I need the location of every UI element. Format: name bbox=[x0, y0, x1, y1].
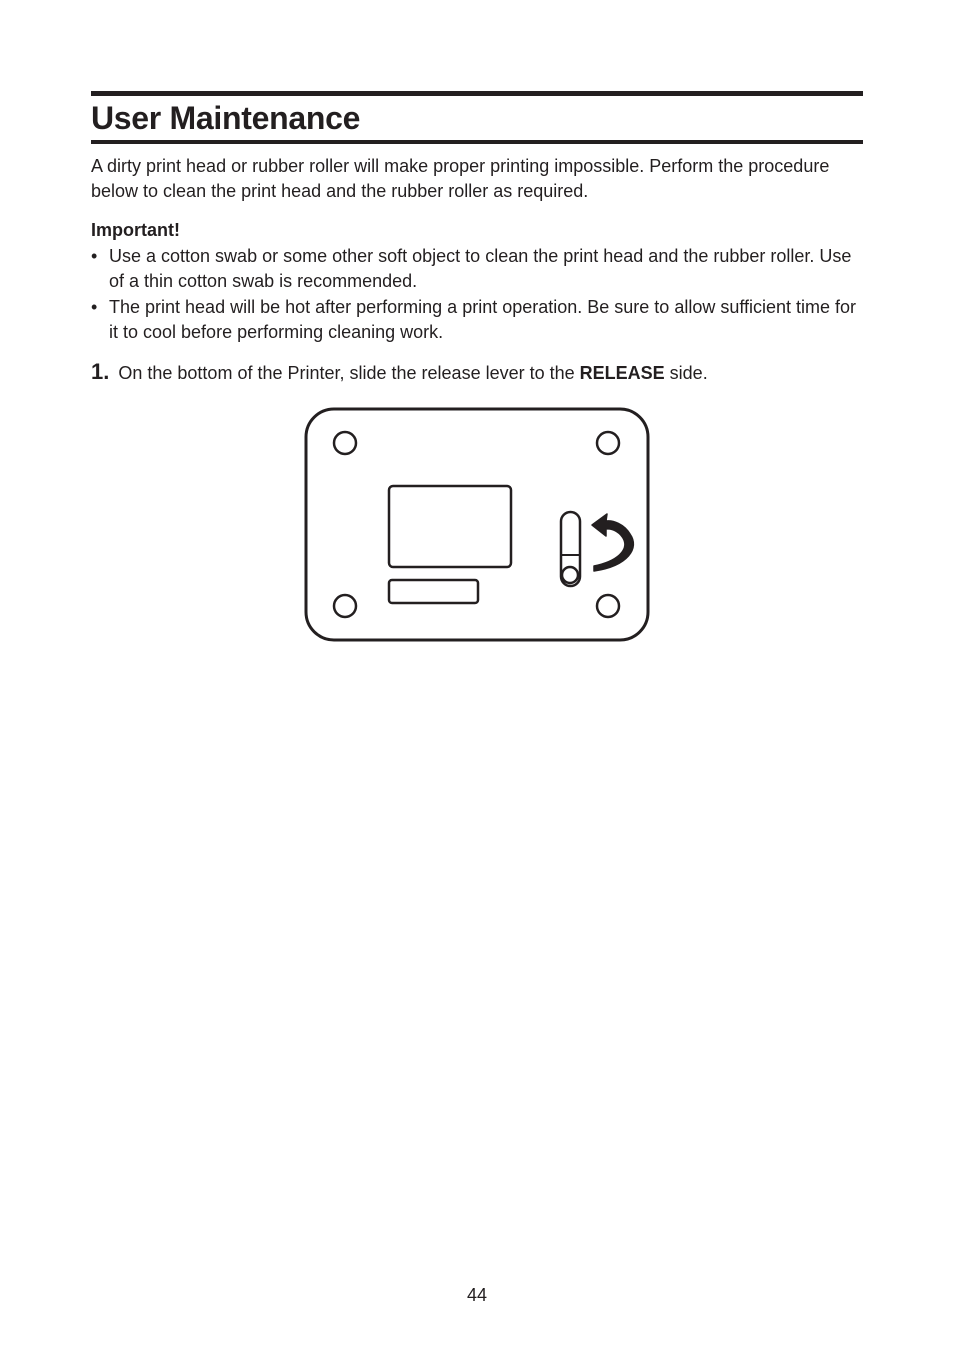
title-rule-top bbox=[91, 91, 863, 96]
important-heading: Important! bbox=[91, 220, 180, 240]
screw-hole-bottom-left bbox=[334, 595, 356, 617]
step-text-after: side. bbox=[664, 363, 708, 383]
important-list bbox=[91, 244, 863, 346]
page-number: 44 bbox=[466, 1285, 488, 1305]
bullet-icon: • bbox=[91, 246, 98, 266]
curved-arrow-icon bbox=[592, 514, 633, 571]
battery-cover bbox=[389, 486, 511, 567]
list-item-text: The print head will be hot after performing a print operation. Be sure to allow sufficient time for it to cool before performing cleaning work. bbox=[109, 297, 857, 342]
screw-hole-top-right bbox=[597, 432, 619, 454]
screw-hole-bottom-right bbox=[597, 595, 619, 617]
label-slot bbox=[389, 580, 478, 603]
release-lever-knob bbox=[562, 567, 578, 583]
bullet-icon: • bbox=[91, 297, 98, 317]
step-text-bold: RELEASE bbox=[579, 363, 665, 383]
title-rule-bottom bbox=[91, 140, 863, 144]
screw-hole-top-left bbox=[334, 432, 356, 454]
page-title: User Maintenance bbox=[91, 100, 361, 136]
list-item bbox=[91, 295, 863, 345]
step-1 bbox=[91, 358, 863, 387]
printer-bottom-diagram bbox=[300, 402, 655, 647]
list-item-text: Use a cotton swab or some other soft object to clean the print head and the rubber roller. Use of a thin cotton swab is recommended. bbox=[109, 246, 852, 291]
step-number: 1. bbox=[91, 359, 110, 384]
list-item bbox=[91, 244, 863, 294]
intro-paragraph: A dirty print head or rubber roller will make proper printing impossible. Perform the procedure below to clean the print head and the rubber roller as required. bbox=[91, 156, 830, 201]
step-text-before: On the bottom of the Printer, slide the release lever to the bbox=[118, 363, 580, 383]
